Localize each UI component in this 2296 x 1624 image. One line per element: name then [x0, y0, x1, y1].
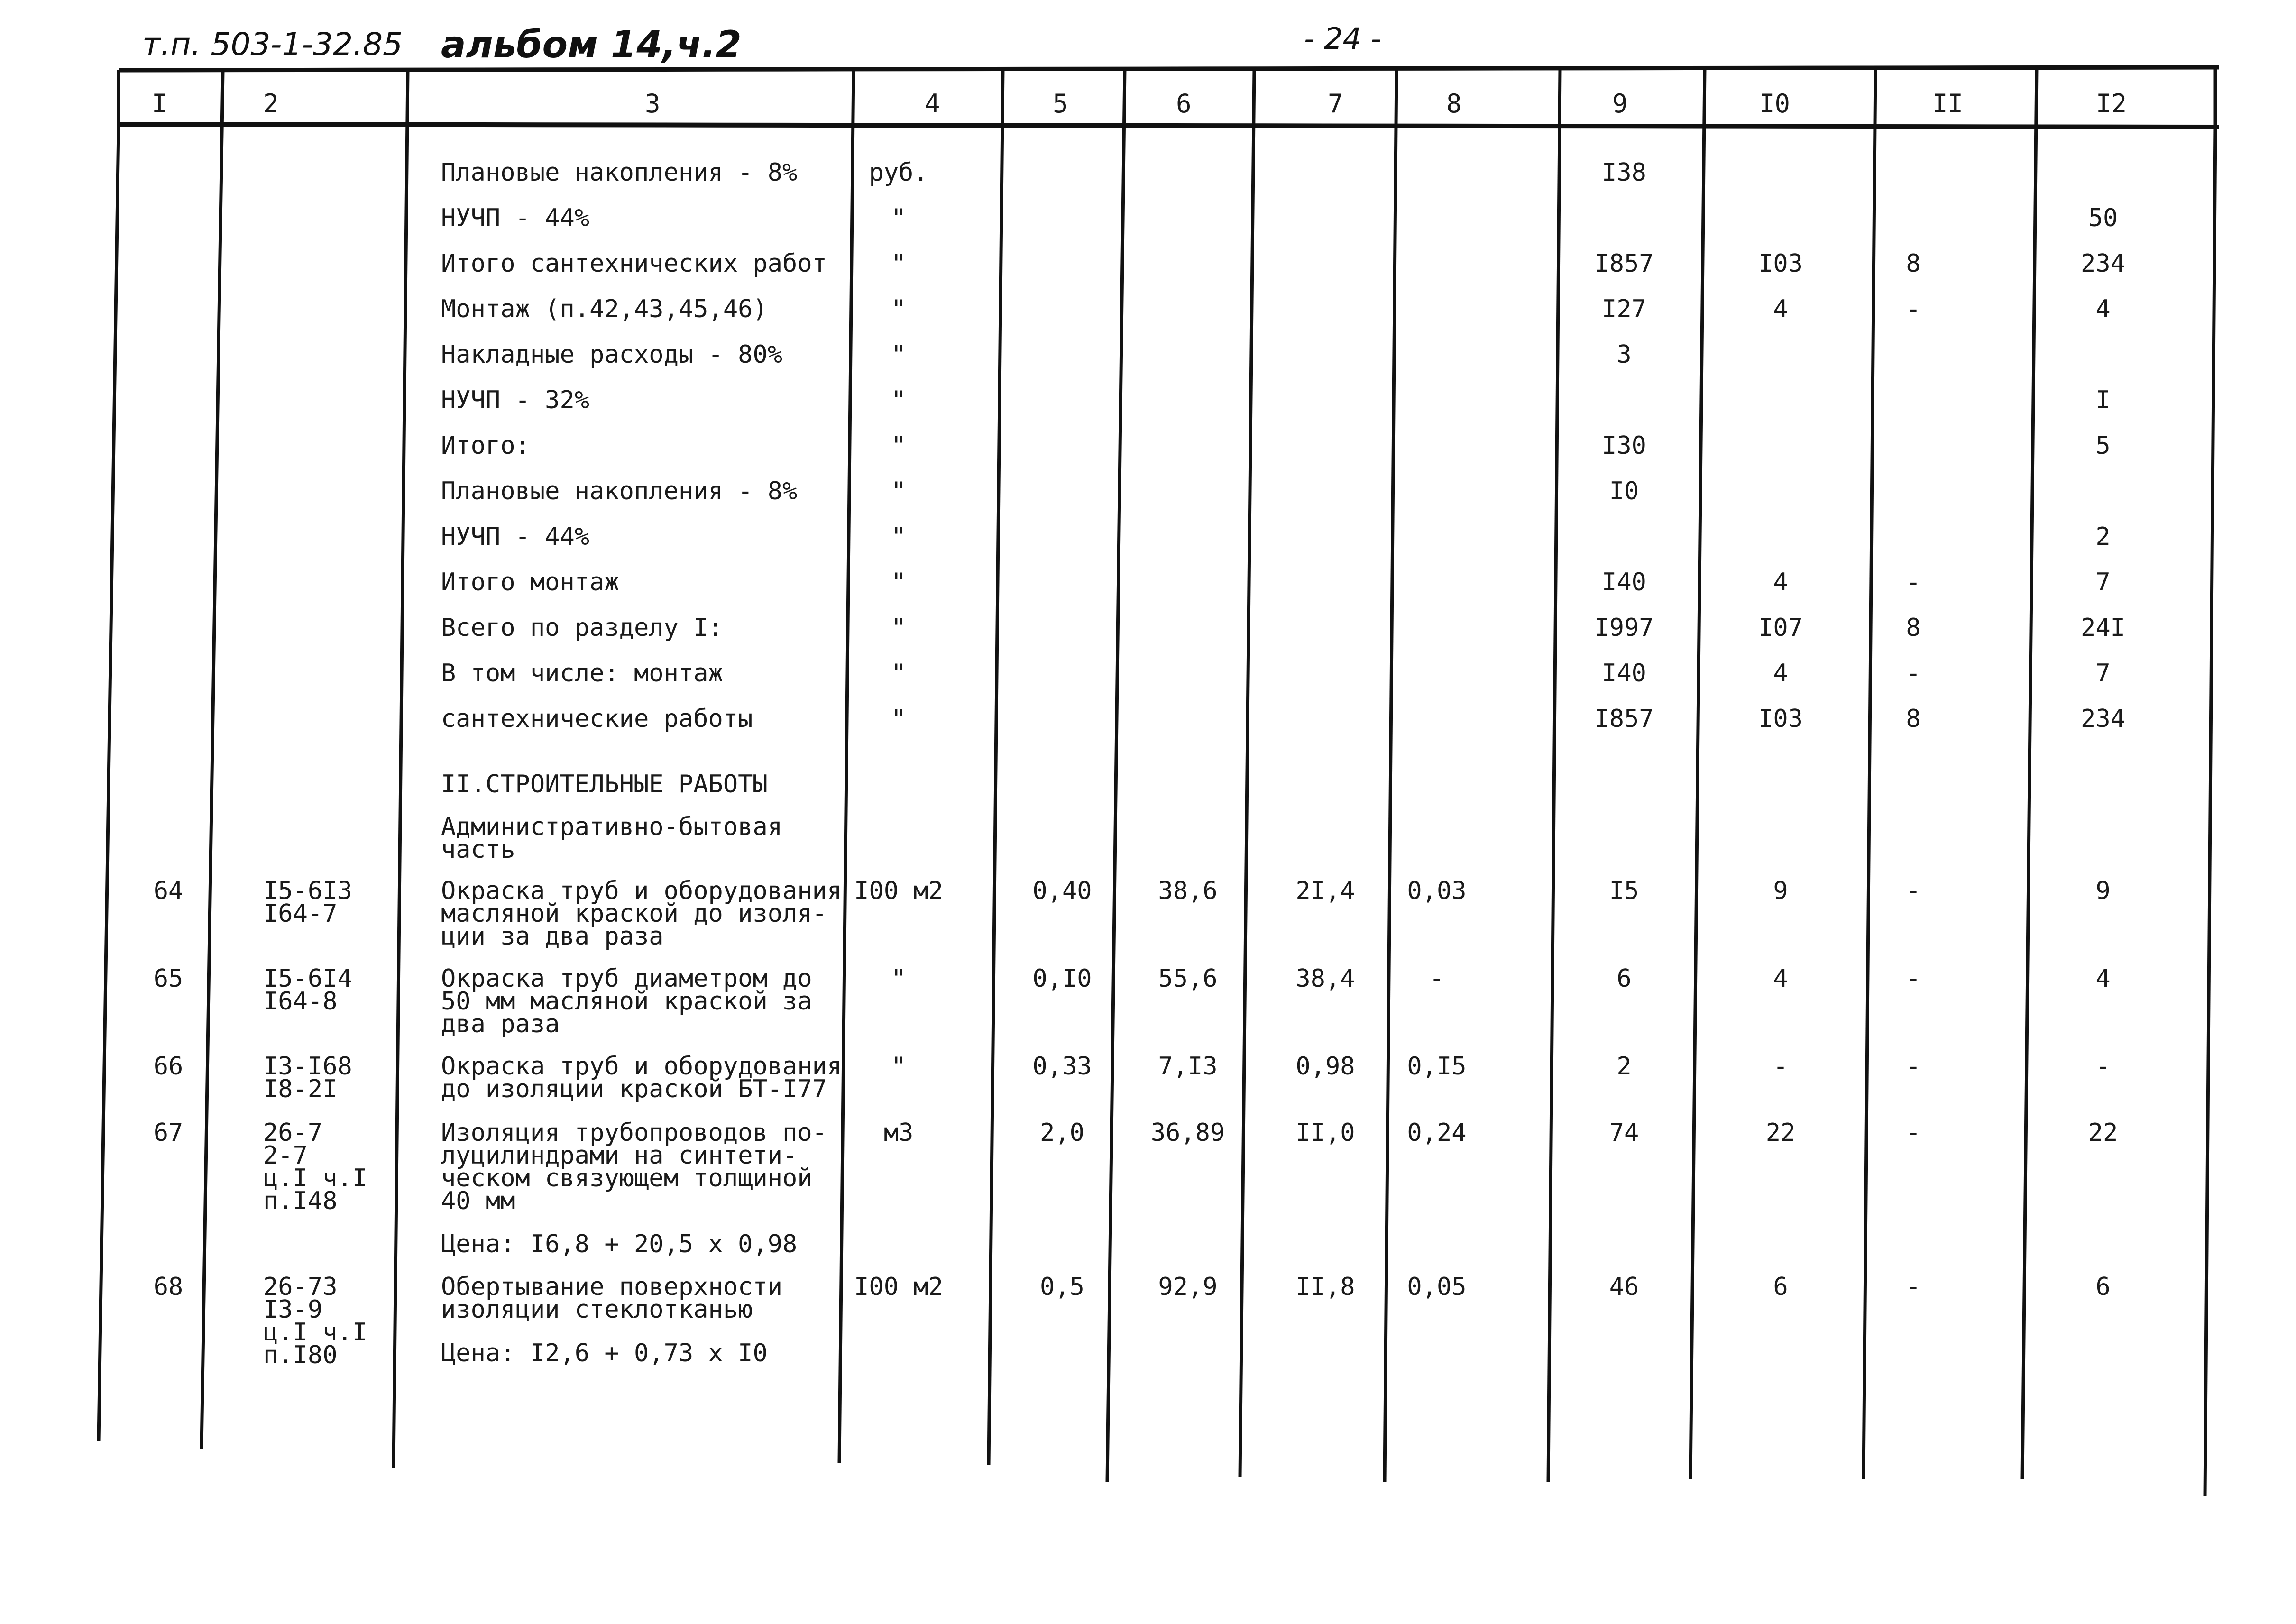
unit-cell: "	[891, 614, 906, 642]
total-wage-cell: 6	[1773, 1273, 1788, 1301]
total-cost-cell: 2	[1616, 1052, 1632, 1081]
unit-machine-wage-cell: 0,24	[1407, 1119, 1467, 1147]
header-cell-12: I2	[2096, 89, 2127, 119]
unit-wage-cell: 0,98	[1295, 1052, 1355, 1081]
row-number-cell: 64	[153, 877, 184, 905]
total-col-12-cell: 234	[2081, 705, 2125, 733]
total-machine-wage-cell: 8	[1906, 705, 1921, 733]
unit-cell: "	[891, 1052, 906, 1081]
total-cost-cell: 6	[1616, 964, 1632, 993]
header-cell-6: 6	[1176, 89, 1192, 119]
row-number-cell: 65	[153, 964, 184, 993]
quantity-cell: 2,0	[1040, 1119, 1084, 1147]
total-machine-wage-cell: -	[1906, 295, 1921, 323]
unit-machine-wage-cell: 0,03	[1407, 877, 1467, 905]
total-col-12-cell: 7	[2095, 659, 2111, 688]
unit-cell: I00 м2	[854, 1273, 943, 1301]
work-description-cell: сантехнические работы	[441, 705, 753, 733]
total-machine-wage-cell: -	[1906, 659, 1921, 688]
quantity-cell: 0,I0	[1032, 964, 1092, 993]
total-wage-cell: 4	[1773, 568, 1788, 596]
norm-code-cell: 26-73 I3-9 ц.I ч.I п.I80	[263, 1273, 367, 1369]
unit-cell: I00 м2	[854, 877, 943, 905]
total-wage-cell: 4	[1773, 295, 1788, 323]
work-description-cell: Всего по разделу I:	[441, 614, 723, 642]
total-col-12-cell: 22	[2088, 1119, 2118, 1147]
total-col-12-cell: 234	[2081, 249, 2125, 278]
total-cost-cell: I997	[1594, 614, 1654, 642]
unit-cell: "	[891, 204, 906, 232]
total-cost-cell: I857	[1594, 705, 1654, 733]
total-machine-wage-cell: -	[1906, 1119, 1921, 1147]
total-machine-wage-cell: 8	[1906, 614, 1921, 642]
header-cell-2: 2	[263, 89, 279, 119]
total-wage-cell: 22	[1765, 1119, 1796, 1147]
total-col-12-cell: -	[2095, 1052, 2111, 1081]
total-machine-wage-cell: -	[1906, 568, 1921, 596]
total-machine-wage-cell: -	[1906, 1273, 1921, 1301]
unit-cell: "	[891, 386, 906, 414]
unit-machine-wage-cell: 0,I5	[1407, 1052, 1467, 1081]
album-title: альбом 14,ч.2	[441, 24, 742, 66]
total-cost-cell: I40	[1602, 659, 1646, 688]
total-machine-wage-cell: -	[1906, 1052, 1921, 1081]
unit-cell: "	[891, 705, 906, 733]
work-description-cell: НУЧП - 32%	[441, 386, 590, 414]
unit-price-cell: 7,I3	[1158, 1052, 1218, 1081]
header-cell-7: 7	[1328, 89, 1343, 119]
unit-machine-wage-cell: -	[1429, 964, 1444, 993]
total-wage-cell: 4	[1773, 659, 1788, 688]
work-description-cell: Изоляция трубопроводов по- луцилиндрами на синтети- ческом связующем толщиной 40 мм	[441, 1119, 827, 1215]
total-col-12-cell: 5	[2095, 431, 2111, 460]
header-cell-4: 4	[925, 89, 940, 119]
total-wage-cell: I03	[1758, 249, 1803, 278]
total-cost-cell: 46	[1609, 1273, 1639, 1301]
total-col-12-cell: 2	[2095, 523, 2111, 551]
total-col-12-cell: I	[2095, 386, 2111, 414]
work-description-cell: II.СТРОИТЕЛЬНЫЕ РАБОТЫ	[441, 770, 768, 798]
row-number-cell: 68	[153, 1273, 184, 1301]
work-description-cell: Обертывание поверхности изоляции стеклотканью	[441, 1273, 783, 1324]
norm-code-cell: I5-6I3 I64-7	[263, 877, 352, 928]
row-number-cell: 66	[153, 1052, 184, 1081]
work-description-cell: НУЧП - 44%	[441, 204, 590, 232]
total-cost-cell: I27	[1602, 295, 1646, 323]
header-cell-11: II	[1932, 89, 1964, 119]
unit-wage-cell: II,0	[1295, 1119, 1355, 1147]
unit-cell: м3	[883, 1119, 914, 1147]
unit-cell: руб.	[869, 158, 928, 187]
work-description-cell: Цена: I2,6 + 0,73 х I0	[441, 1339, 768, 1367]
header-cell-9: 9	[1612, 89, 1628, 119]
total-col-12-cell: 6	[2095, 1273, 2111, 1301]
unit-cell: "	[891, 431, 906, 460]
work-description-cell: Административно-бытовая часть	[441, 813, 783, 864]
total-col-12-cell: 24I	[2081, 614, 2125, 642]
total-cost-cell: 3	[1616, 340, 1632, 369]
total-col-12-cell: 4	[2095, 964, 2111, 993]
unit-cell: "	[891, 523, 906, 551]
unit-wage-cell: II,8	[1295, 1273, 1355, 1301]
total-col-12-cell: 4	[2095, 295, 2111, 323]
total-wage-cell: 9	[1773, 877, 1788, 905]
header-cell-8: 8	[1446, 89, 1462, 119]
total-wage-cell: I07	[1758, 614, 1803, 642]
unit-price-cell: 36,89	[1150, 1119, 1225, 1147]
work-description-cell: Плановые накопления - 8%	[441, 158, 798, 187]
header-cell-5: 5	[1053, 89, 1068, 119]
norm-code-cell: 26-7 2-7 ц.I ч.I п.I48	[263, 1119, 367, 1215]
unit-cell: "	[891, 477, 906, 505]
unit-machine-wage-cell: 0,05	[1407, 1273, 1467, 1301]
total-col-12-cell: 50	[2088, 204, 2118, 232]
unit-price-cell: 55,6	[1158, 964, 1218, 993]
header-cell-10: I0	[1759, 89, 1791, 119]
total-cost-cell: I5	[1609, 877, 1639, 905]
total-cost-cell: I0	[1609, 477, 1639, 505]
work-description-cell: НУЧП - 44%	[441, 523, 590, 551]
unit-price-cell: 38,6	[1158, 877, 1218, 905]
work-description-cell: Накладные расходы - 80%	[441, 340, 783, 369]
unit-cell: "	[891, 295, 906, 323]
work-description-cell: В том числе: монтаж	[441, 659, 723, 688]
unit-cell: "	[891, 340, 906, 369]
quantity-cell: 0,40	[1032, 877, 1092, 905]
total-col-12-cell: 7	[2095, 568, 2111, 596]
norm-code-cell: I5-6I4 I64-8	[263, 964, 352, 1016]
work-description-cell: Цена: I6,8 + 20,5 х 0,98	[441, 1230, 798, 1258]
quantity-cell: 0,33	[1032, 1052, 1092, 1081]
total-machine-wage-cell: -	[1906, 964, 1921, 993]
total-machine-wage-cell: -	[1906, 877, 1921, 905]
unit-cell: "	[891, 249, 906, 278]
unit-price-cell: 92,9	[1158, 1273, 1218, 1301]
total-cost-cell: I40	[1602, 568, 1646, 596]
unit-cell: "	[891, 659, 906, 688]
work-description-cell: Плановые накопления - 8%	[441, 477, 798, 505]
total-cost-cell: I30	[1602, 431, 1646, 460]
total-cost-cell: 74	[1609, 1119, 1639, 1147]
album-mark: т.п. 503-1-32.85	[142, 26, 403, 63]
header-cell-1: I	[152, 89, 167, 119]
work-description-cell: Итого монтаж	[441, 568, 619, 596]
work-description-cell: Окраска труб и оборудования масляной краской до изоля- ции за два раза	[441, 877, 842, 951]
total-col-12-cell: 9	[2095, 877, 2111, 905]
row-number-cell: 67	[153, 1119, 184, 1147]
unit-wage-cell: 2I,4	[1295, 877, 1355, 905]
work-description-cell: Итого:	[441, 431, 530, 460]
work-description-cell: Итого сантехнических работ	[441, 249, 827, 278]
unit-cell: "	[891, 964, 906, 993]
total-wage-cell: I03	[1758, 705, 1803, 733]
total-wage-cell: 4	[1773, 964, 1788, 993]
quantity-cell: 0,5	[1040, 1273, 1084, 1301]
unit-wage-cell: 38,4	[1295, 964, 1355, 993]
work-description-cell: Монтаж (п.42,43,45,46)	[441, 295, 768, 323]
unit-cell: "	[891, 568, 906, 596]
total-cost-cell: I857	[1594, 249, 1654, 278]
total-machine-wage-cell: 8	[1906, 249, 1921, 278]
total-wage-cell: -	[1773, 1052, 1788, 1081]
norm-code-cell: I3-I68 I8-2I	[263, 1052, 352, 1103]
work-description-cell: Окраска труб и оборудования до изоляции краской БТ-I77	[441, 1052, 842, 1103]
total-cost-cell: I38	[1602, 158, 1646, 187]
work-description-cell: Окраска труб диаметром до 50 мм масляной краской за два раза	[441, 964, 812, 1038]
page-number: - 24 -	[1304, 21, 1382, 56]
header-cell-3: 3	[645, 89, 661, 119]
